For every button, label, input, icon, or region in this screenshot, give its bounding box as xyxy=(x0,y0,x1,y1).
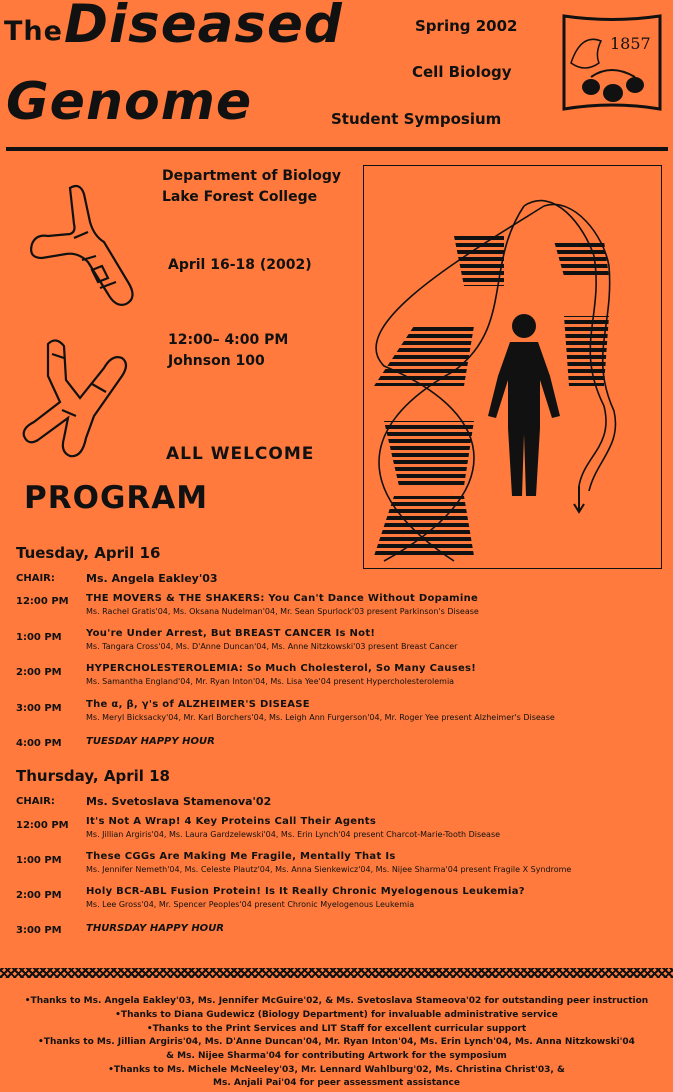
season-label: Spring 2002 xyxy=(415,17,518,35)
college-crest xyxy=(561,13,663,113)
session-time: 2:00 PM xyxy=(16,890,62,901)
event-label: Student Symposium xyxy=(331,110,502,128)
session-presenters: Ms. Lee Gross'04, Mr. Spencer Peoples'04 present Chronic Myelogenous Leukemia xyxy=(86,900,415,909)
session-title: It's Not A Wrap! 4 Key Proteins Call Their Agents xyxy=(86,816,377,827)
dates-label: April 16-18 (2002) xyxy=(168,257,312,273)
session-entry xyxy=(86,816,500,839)
college-label: Lake Forest College xyxy=(162,189,318,205)
session-time: 3:00 PM xyxy=(16,703,62,714)
happy-hour-time: 3:00 PM xyxy=(16,925,62,936)
thanks-line: •Thanks to Ms. Jillian Argiris'04, Ms. D'Anne Duncan'04, Mr. Ryan Inton'04, Ms. Erin Lynch'04, Ms. Anna Nitzkowski'04 xyxy=(38,1037,635,1047)
welcome-label: ALL WELCOME xyxy=(166,444,315,464)
session-presenters: Ms. Rachel Gratis'04, Ms. Oksana Nudelman'04, Mr. Sean Spurlock'03 present Parkinson's Disease xyxy=(86,607,479,616)
dna-helix-icon xyxy=(364,166,660,567)
session-presenters: Ms. Jillian Argiris'04, Ms. Laura Gardzelewski'04, Ms. Erin Lynch'04 present Charcot-Marie-Tooth Disease xyxy=(86,830,501,839)
session-time: 1:00 PM xyxy=(16,855,62,866)
thanks-line: •Thanks to the Print Services and LIT Staff for excellent curricular support xyxy=(146,1024,527,1034)
title-the: The xyxy=(4,16,63,47)
session-title: HYPERCHOLESTEROLEMIA: So Much Cholesterol, So Many Causes! xyxy=(86,663,477,674)
tuesday-chair-label: CHAIR: xyxy=(16,573,55,584)
tuesday-chair-name: Ms. Angela Eakley'03 xyxy=(86,572,218,585)
title-diseased: Diseased xyxy=(64,0,343,55)
session-entry xyxy=(86,628,457,651)
department-label: Department of Biology xyxy=(162,168,342,184)
thanks-line: •Thanks to Ms. Michele McNeeley'03, Mr. Lennard Wahlburg'02, Ms. Christina Christ'03, & xyxy=(108,1065,565,1075)
session-entry xyxy=(86,593,479,616)
happy-hour-label: TUESDAY HAPPY HOUR xyxy=(86,736,215,747)
session-presenters: Ms. Jennifer Nemeth'04, Ms. Celeste Plautz'04, Ms. Anna Sienkewicz'04, Ms. Nijee Sharma'04 present Fragile X Syndrome xyxy=(86,865,572,874)
happy-hour-time: 4:00 PM xyxy=(16,738,62,749)
course-label: Cell Biology xyxy=(412,63,512,81)
session-title: Holy BCR-ABL Fusion Protein! Is It Really Chronic Myelogenous Leukemia? xyxy=(86,886,525,897)
thanks-line: & Ms. Nijee Sharma'04 for contributing Artwork for the symposium xyxy=(166,1051,507,1061)
thursday-chair-name: Ms. Svetoslava Stamenova'02 xyxy=(86,795,272,808)
happy-hour-label: THURSDAY HAPPY HOUR xyxy=(86,923,225,934)
crest-shield-icon xyxy=(561,13,663,113)
chromosome-drawing-2 xyxy=(22,330,142,475)
thanks-line: Ms. Anjali Pai'04 for peer assessment assistance xyxy=(213,1078,460,1088)
chromosome-drawing-1 xyxy=(30,178,150,318)
crest-year: 1857 xyxy=(610,34,651,53)
header-rule xyxy=(6,147,668,151)
thursday-heading: Thursday, April 18 xyxy=(16,767,170,785)
chromosome-icon xyxy=(22,330,142,475)
session-title: The α, β, γ's of ALZHEIMER'S DISEASE xyxy=(86,699,310,710)
program-heading: PROGRAM xyxy=(24,480,209,516)
title-genome: Genome xyxy=(6,72,253,132)
session-title: THE MOVERS & THE SHAKERS: You Can't Dance Without Dopamine xyxy=(86,593,479,604)
session-entry xyxy=(86,699,555,722)
session-presenters: Ms. Meryl Bicksacky'04, Mr. Karl Borchers'04, Ms. Leigh Ann Furgerson'04, Mr. Roger Yee present Alzheimer's Disease xyxy=(86,713,555,722)
tuesday-heading: Tuesday, April 16 xyxy=(16,544,161,562)
session-time: 12:00 PM xyxy=(16,820,69,831)
thanks-line: •Thanks to Ms. Angela Eakley'03, Ms. Jennifer McGuire'02, & Ms. Svetoslava Stameova'02 for outstanding peer instruction xyxy=(24,996,649,1006)
session-presenters: Ms. Samantha England'04, Mr. Ryan Inton'04, Ms. Lisa Yee'04 present Hypercholesterolemia xyxy=(86,677,455,686)
session-entry xyxy=(86,663,476,686)
session-title: These CGGs Are Making Me Fragile, Mentally That Is xyxy=(86,851,396,862)
session-time: 12:00 PM xyxy=(16,596,69,607)
decorative-border xyxy=(0,968,673,978)
session-time: 2:00 PM xyxy=(16,667,62,678)
session-presenters: Ms. Tangara Cross'04, Ms. D'Anne Duncan'04, Ms. Anne Nitzkowski'03 present Breast Cancer xyxy=(86,642,458,651)
thanks-line: •Thanks to Diana Gudewicz (Biology Department) for invaluable administrative service xyxy=(115,1010,558,1020)
session-title: You're Under Arrest, But BREAST CANCER Is Not! xyxy=(86,628,376,639)
chromosome-icon xyxy=(30,178,150,318)
time-label: 12:00– 4:00 PM xyxy=(168,332,289,348)
session-entry xyxy=(86,886,525,909)
location-label: Johnson 100 xyxy=(168,353,265,369)
thursday-chair-label: CHAIR: xyxy=(16,796,55,807)
session-time: 1:00 PM xyxy=(16,632,62,643)
session-entry xyxy=(86,851,571,874)
dna-illustration xyxy=(363,165,662,569)
